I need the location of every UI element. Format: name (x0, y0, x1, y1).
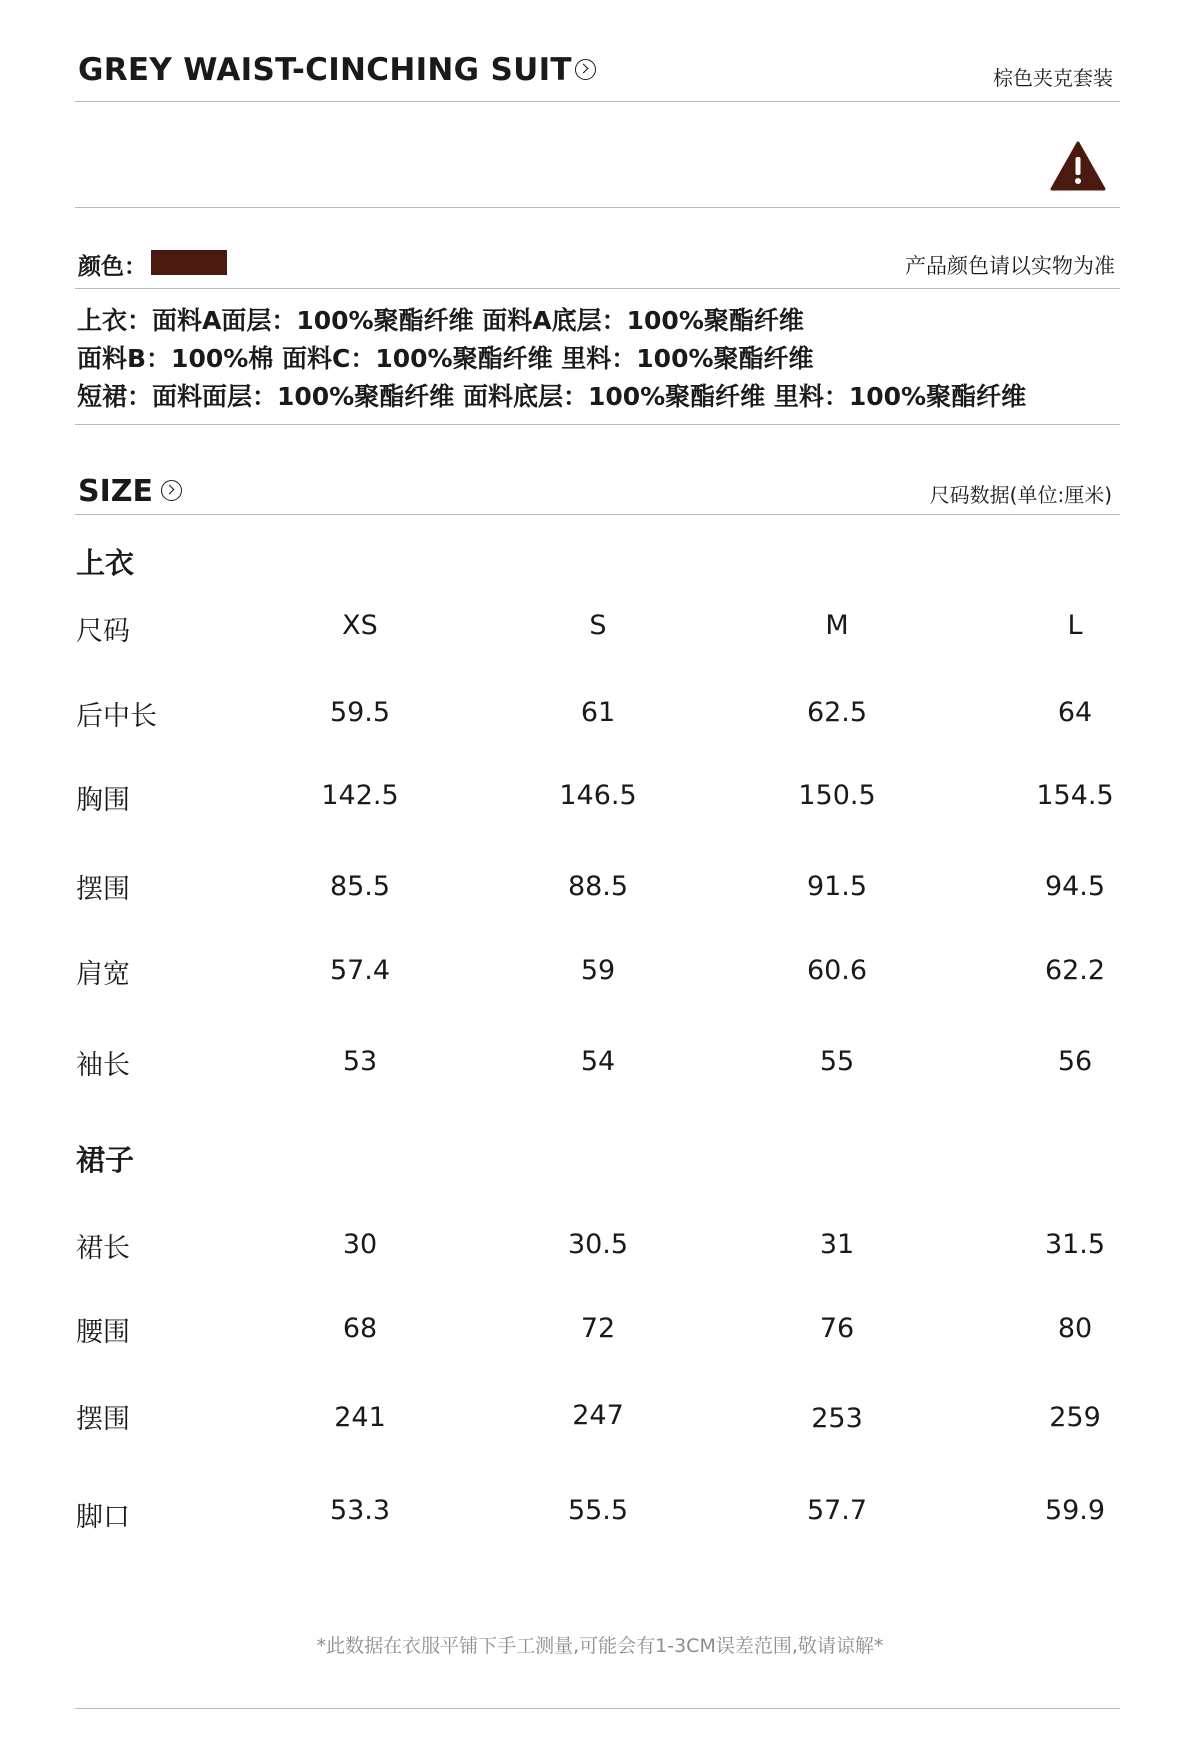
table-cell: 62.2 (1044, 955, 1106, 986)
row-label: 肩宽 (76, 959, 130, 990)
table-cell: 31.5 (1044, 1229, 1106, 1260)
product-subtitle: 棕色夹克套装 (993, 66, 1113, 90)
color-label: 颜色： (78, 254, 147, 280)
table-cell: 61 (580, 697, 616, 728)
size-cell: M (825, 610, 849, 641)
material-line: 上衣：面料A面层：100%聚酯纤维 面料A底层：100%聚酯纤维 (77, 306, 804, 335)
material-line: 短裙：面料面层：100%聚酯纤维 面料底层：100%聚酯纤维 里料：100%聚酯纤维 (77, 382, 1027, 411)
color-swatch (151, 250, 227, 275)
table-cell: 85.5 (329, 871, 391, 902)
table-cell: 59.5 (329, 697, 391, 728)
table-cell: 55.5 (567, 1495, 629, 1526)
material-line: 面料B：100%棉 面料C：100%聚酯纤维 里料：100%聚酯纤维 (77, 344, 814, 373)
row-label: 后中长 (76, 701, 157, 732)
row-label: 尺码 (76, 616, 130, 647)
measurement-footnote: *此数据在衣服平铺下手工测量,可能会有1-3CM误差范围,敬请谅解* (316, 1635, 884, 1657)
row-label: 裙长 (76, 1233, 130, 1264)
row-label: 脚口 (76, 1502, 130, 1533)
table-cell: 57.4 (329, 955, 391, 986)
row-label: 胸围 (76, 785, 130, 816)
table-cell: 31 (819, 1229, 855, 1260)
divider (75, 424, 1120, 425)
row-label: 袖长 (76, 1050, 130, 1081)
table-cell: 53.3 (329, 1495, 391, 1526)
warning-triangle-icon (1050, 140, 1106, 192)
circle-chevron-right-icon (161, 480, 182, 501)
product-title (78, 52, 596, 88)
table-cell: 142.5 (321, 780, 399, 811)
size-title (78, 474, 182, 509)
table-cell: 30.5 (567, 1229, 629, 1260)
divider (75, 1708, 1120, 1709)
table-cell: 259 (1049, 1402, 1101, 1433)
table-cell: 60.6 (806, 955, 868, 986)
table-cell: 59 (580, 955, 616, 986)
divider (75, 288, 1120, 289)
row-label: 腰围 (76, 1317, 130, 1348)
table-cell: 94.5 (1044, 871, 1106, 902)
table-cell: 64 (1057, 697, 1093, 728)
table-cell: 88.5 (567, 871, 629, 902)
row-label: 摆围 (76, 874, 130, 905)
row-label: 摆围 (76, 1404, 130, 1435)
table-cell: 30 (342, 1229, 378, 1260)
circle-chevron-right-icon (575, 59, 596, 80)
size-cell: S (589, 610, 607, 641)
table-cell: 146.5 (559, 780, 637, 811)
table-cell: 56 (1057, 1046, 1093, 1077)
table-cell: 91.5 (806, 871, 868, 902)
size-unit-note: 尺码数据(单位:厘米) (929, 483, 1112, 507)
table-cell: 55 (819, 1046, 855, 1077)
table-cell: 68 (342, 1313, 378, 1344)
table-cell: 80 (1057, 1313, 1093, 1344)
size-cell: XS (342, 610, 378, 641)
table-cell: 76 (819, 1313, 855, 1344)
table-cell: 241 (334, 1402, 386, 1433)
section-heading-top: 上衣 (76, 546, 135, 580)
table-cell: 62.5 (806, 697, 868, 728)
table-cell: 72 (580, 1313, 616, 1344)
size-cell: L (1067, 610, 1083, 641)
size-title-text: SIZE (78, 474, 154, 509)
table-cell: 154.5 (1036, 780, 1114, 811)
divider (75, 514, 1120, 515)
table-cell: 150.5 (798, 780, 876, 811)
table-cell: 253 (811, 1403, 863, 1434)
section-heading-skirt: 裙子 (76, 1143, 135, 1177)
table-cell: 57.7 (806, 1495, 868, 1526)
table-cell: 54 (580, 1046, 616, 1077)
divider (75, 207, 1120, 208)
table-cell: 53 (342, 1046, 378, 1077)
color-note: 产品颜色请以实物为准 (905, 254, 1115, 278)
table-cell: 59.9 (1044, 1495, 1106, 1526)
product-title-text: GREY WAIST-CINCHING SUIT (78, 52, 572, 88)
divider (75, 101, 1120, 102)
table-cell: 247 (572, 1400, 624, 1431)
